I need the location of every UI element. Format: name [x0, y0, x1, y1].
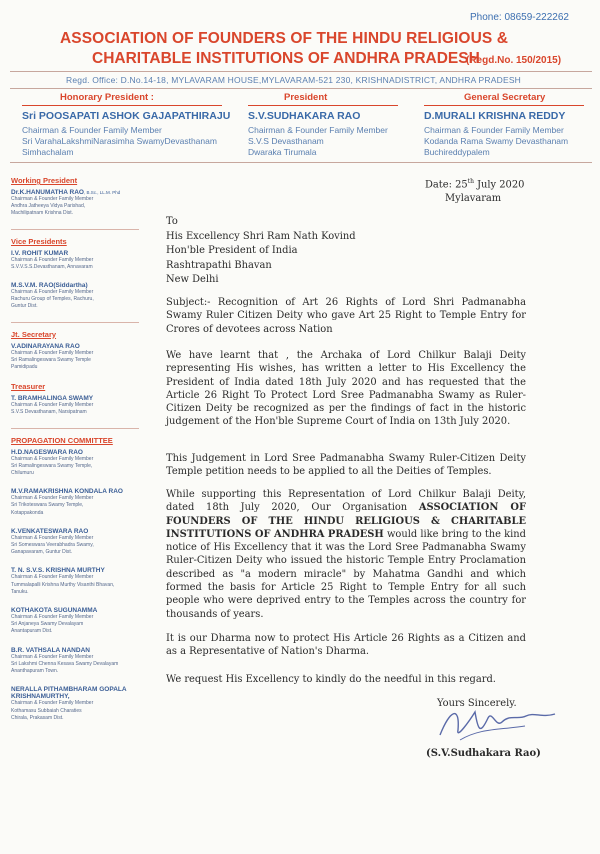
- member-line: Ananthapuram Town.: [11, 668, 59, 675]
- office-name: D.MURALI KRISHNA REDDY: [424, 110, 566, 122]
- office-underline: [22, 105, 222, 106]
- member-line: Tummalapalli Krishna Murthy Visanthi Bhavan,: [11, 581, 115, 588]
- registered-office: Regd. Office: D.No.14-18, MYLAVARAM HOUSE,MYLAVARAM-521 230, KRISHNADISTRICT, ANDHRA PRADESH: [66, 75, 522, 85]
- member-line: Chilumuru: [11, 470, 34, 477]
- sidebar-member: [11, 250, 139, 271]
- member-name: M.V.RAMAKRISHNA KONDALA RAO: [11, 488, 123, 496]
- member-line: Chairman & Founder Family Member: [11, 495, 94, 502]
- member-line: Kothamasu Subbaiah Charaties: [11, 707, 82, 714]
- member-line: S.V.S Devasthanam, Narsipatnam: [11, 409, 87, 416]
- member-name: T. BRAMHALINGA SWAMY: [11, 395, 94, 403]
- member-name: T. N. S.V.S. KRISHNA MURTHY: [11, 567, 105, 575]
- registration-number: (Regd.No. 150/2015): [466, 55, 562, 66]
- member-line: Sri Ramalingeswara Swamy Temple,: [11, 462, 93, 469]
- signature-image: [430, 700, 570, 745]
- office-title: President: [284, 92, 328, 103]
- office-president: [248, 92, 398, 158]
- addressee-line: His Excellency Shri Ram Nath Kovind: [166, 230, 356, 242]
- sidebar-member: [11, 343, 139, 372]
- member-line: Chairman & Founder Family Member: [11, 455, 94, 462]
- sidebar-member: [11, 282, 139, 311]
- sidebar-member: [11, 567, 139, 596]
- member-line: Pamidipadu: [11, 364, 38, 371]
- member-line: Sri Ramalingeswara Swamy Temple: [11, 356, 91, 363]
- sidebar-member: [11, 488, 139, 517]
- sidebar-heading: Working President: [11, 176, 78, 185]
- member-line: Sri Someswara Veerabhadra Swamy,: [11, 542, 94, 549]
- sidebar-member: [11, 686, 139, 722]
- office-title: Honorary President :: [60, 92, 154, 103]
- member-line: Chairman & Founder Family Member: [11, 196, 94, 202]
- office-line: Chairman & Founder Family Member: [248, 125, 388, 135]
- salutation-to: To: [166, 216, 178, 227]
- member-line: Sri Anjaneya Swamy Devalayam: [11, 621, 84, 628]
- member-line: Kotappakonda: [11, 509, 44, 516]
- office-line: Chairman & Founder Family Member: [424, 125, 564, 135]
- member-name: K.VENKATESWARA RAO: [11, 527, 89, 535]
- member-name: KOTHAKOTA SUGUNAMMA: [11, 607, 98, 615]
- office-line: S.V.S Devasthanam: [248, 136, 324, 146]
- office-title: General Secretary: [464, 92, 546, 103]
- sidebar-heading: Vice Presidents: [11, 236, 67, 246]
- sidebar-member: [11, 607, 139, 636]
- sidebar-heading: PROPAGATION COMMITTEE: [11, 435, 113, 445]
- committee-sidebar: [11, 176, 139, 733]
- member-line: Chairman & Founder Family Member: [11, 349, 94, 356]
- addressee-block: [166, 215, 356, 288]
- org-name-line2: CHARITABLE INSTITUTIONS OF ANDHRA PRADESH: [92, 50, 480, 67]
- phone-number: Phone: 08659-222262: [470, 12, 569, 23]
- office-name: S.V.SUDHAKARA RAO: [248, 110, 361, 122]
- signatory-name: (S.V.Sudhakara Rao): [426, 748, 541, 759]
- member-name: H.D.NAGESWARA RAO: [11, 448, 83, 456]
- header-rule-bottom: [10, 88, 592, 89]
- member-line: S.V.V.S.S.Devasthanam, Annavaram: [11, 263, 93, 270]
- sidebar-divider: [11, 229, 139, 230]
- office-underline: [248, 105, 398, 106]
- sidebar-divider: [11, 428, 139, 429]
- office-line: Dwaraka Tirumala: [248, 147, 317, 157]
- sidebar-member: [11, 528, 139, 557]
- office-line: Buchireddypalem: [424, 147, 490, 157]
- sidebar-heading: Treasurer: [11, 382, 46, 392]
- subject-line: Subject:- Recognition of Art 26 Rights of Lord Shri Padmanabha Swamy Ruler Citizen Deity who gave Art 25 Right to Temple Entry for Crores of devotees across Nation: [166, 297, 526, 335]
- office-general-secretary: [424, 92, 584, 158]
- member-line: Chairman & Founder Family Member: [11, 256, 94, 263]
- member-line: Chairman & Founder Family Member: [11, 574, 94, 581]
- office-underline: [424, 105, 584, 106]
- org-name-line1: ASSOCIATION OF FOUNDERS OF THE HINDU RELIGIOUS &: [60, 30, 508, 47]
- sidebar-member: [11, 189, 139, 218]
- paragraph-2: This Judgement in Lord Sree Padmanabha Swamy Ruler-Citizen Deity Temple petition needs to be applied to all the Deities of Temples.: [166, 453, 526, 478]
- member-line: Chairman & Founder Family Member: [11, 289, 94, 296]
- member-line: Sri Trikoteswara Swamy Temple,: [11, 502, 84, 509]
- member-line: Chairman & Founder Family Member: [11, 402, 94, 409]
- addressee-line: New Delhi: [166, 274, 219, 285]
- member-line: Chirala, Prakasam Dist.: [11, 714, 64, 721]
- member-line: Anantapuram Dist.: [11, 628, 53, 635]
- member-line: Chairman & Founder Family Member: [11, 614, 94, 621]
- member-line: Machilipatnam Krishna Dist.: [11, 210, 73, 217]
- paragraph-3: While supporting this Representation of Lord Chilkur Balaji Deity, dated 18th July 2020, Our Organisation ASSOCIATION OF FOUNDERS OF THE HINDU RELIGIOUS & CHARITABLE INSTITUTIONS OF ANDHRA PRADESH would like bring to the kind notice of His Excellency that it was the Lord Sree Padmanabha Swamy Ruler-Citizen Deity who issued the historic Temple Entry Proclamation described as "a modern miracle" by Mahatma Gandhi and which formed the basis for Article 25 Right to Temple Entry for all such people who were deprived entry to the Temples across the country for thousands of years.: [166, 489, 526, 620]
- sidebar-heading: Jt. Secretary: [11, 329, 57, 339]
- member-line: Chairman & Founder Family Member: [11, 653, 94, 660]
- member-line: Chairman & Founder Family Member: [11, 534, 94, 541]
- sidebar-member: [11, 647, 139, 676]
- office-name: Sri POOSAPATI ASHOK GAJAPATHIRAJU: [22, 110, 231, 122]
- member-line: Ganapavaram, Guntur Dist.: [11, 549, 73, 556]
- member-name: Dr.K.HANUMATHA RAO, B.Sc., LL.M. Phd: [11, 189, 121, 196]
- closing: Yours Sincerely.: [437, 698, 517, 709]
- paragraph-4: It is our Dharma now to protect His Article 26 Rights as a Citizen and as a Representative of Nation's Dharma.: [166, 633, 526, 658]
- paragraph-5: We request His Excellency to kindly do the needful in this regard.: [166, 674, 496, 685]
- member-line: Tanuku.: [11, 588, 29, 595]
- member-line: Guntur Dist.: [11, 303, 38, 310]
- paragraph-1: We have learnt that , the Archaka of Lord Chilkur Balaji Deity representing His wishes, has written a letter to His Excellency the President of India dated 18th July 2020 and has requested that the Article 26 Right To Protect Lord Sree Padmanabha Swamy as Ruler-Citizen Deity be recognized as per the findings of fact in the historic judgement of the Hon'ble Supreme Court of India on 13th July 2020.: [166, 350, 526, 428]
- office-rule: [10, 162, 592, 163]
- sidebar-member: [11, 449, 139, 478]
- office-line: Kodanda Rama Swamy Devasthanam: [424, 136, 569, 146]
- office-line: Simhachalam: [22, 147, 74, 157]
- date-place: Mylavaram: [445, 193, 502, 205]
- office-honorary-president: [22, 92, 230, 158]
- member-line: Andhra Jatheeya Vidya Parishad,: [11, 203, 86, 210]
- organisation-name-bold: ASSOCIATION OF FOUNDERS OF THE HINDU RELIGIOUS & CHARITABLE INSTITUTIONS OF ANDHRA PRADESH: [166, 502, 526, 540]
- member-line: Sri Lakshmi Chenna Kesava Swamy Devalayam: [11, 660, 119, 667]
- letter-date: [425, 175, 524, 206]
- sidebar-divider: [11, 322, 139, 323]
- addressee-line: Hon'ble President of India: [166, 245, 298, 256]
- member-line: Rachuru Group of Temples, Rachuru,: [11, 296, 94, 303]
- office-line: Sri VarahaLakshmiNarasimha SwamyDevasthanam: [22, 136, 217, 146]
- header-rule-top: [10, 71, 592, 72]
- date-line: Date: 25th July 2020: [425, 178, 525, 191]
- addressee-line: Rashtrapathi Bhavan: [166, 259, 272, 271]
- member-name: I.V. ROHIT KUMAR: [11, 249, 69, 257]
- member-name: NERALLA PITHAMBHARAM GOPALA KRISHNAMURTHY,: [11, 686, 127, 701]
- office-line: Chairman & Founder Family Member: [22, 125, 162, 135]
- sidebar-member: [11, 395, 139, 416]
- member-name: M.S.V.M. RAO(Siddartha): [11, 282, 88, 290]
- member-name: V.ADINARAYANA RAO: [11, 342, 80, 350]
- member-name: B.R. VATHSALA NANDAN: [11, 646, 90, 654]
- member-line: Chairman & Founder Family Member: [11, 700, 94, 707]
